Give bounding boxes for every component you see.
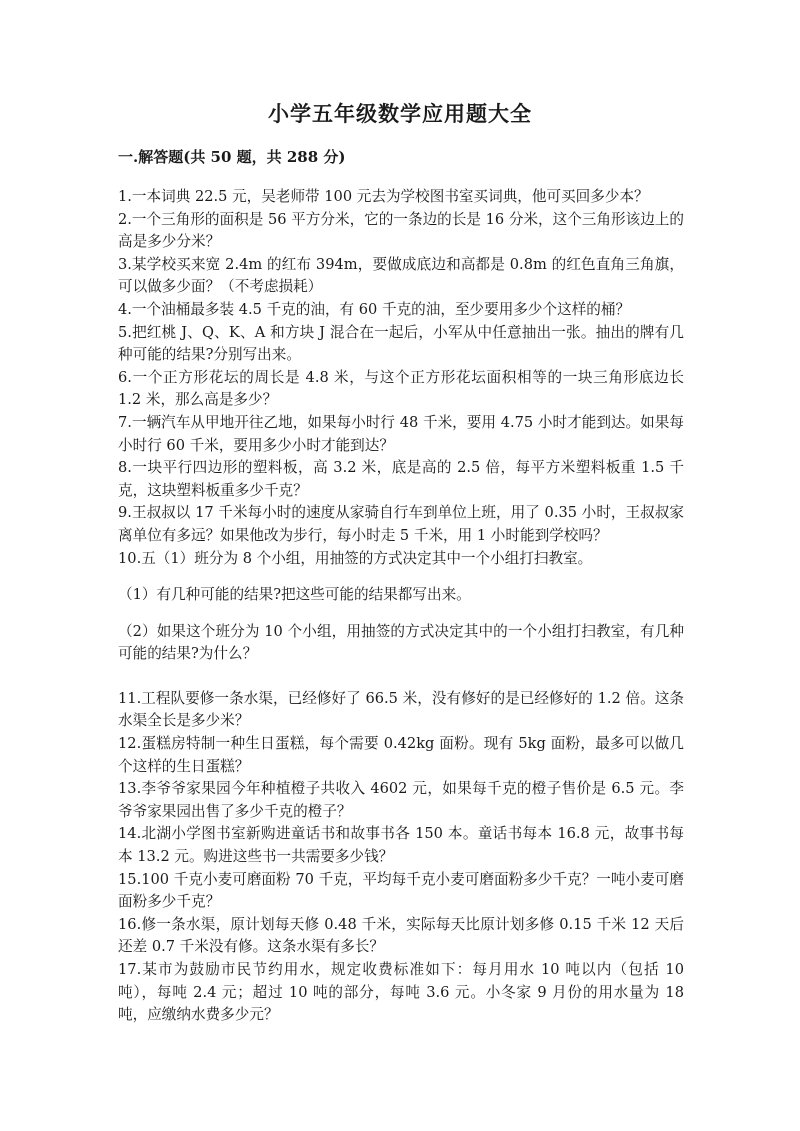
question-1: 1.一本词典 22.5 元，吴老师带 100 元去为学校图书室买词典，他可买回多少本？ bbox=[118, 188, 649, 205]
question-12: 12.蛋糕房特制一种生日蛋糕，每个需要 0.42kg 面粉。现有 5kg 面粉，最多可以做几个这样的生日蛋糕？ bbox=[118, 735, 684, 775]
question-5: 5.把红桃 J、Q、K、A 和方块 J 混合在一起后，小军从中任意抽出一张。抽出的牌有几种可能的结果?分别写出来。 bbox=[118, 323, 684, 364]
question-7: 7.一辆汽车从甲地开往乙地，如果每小时行 48 千米，要用 4.75 小时才能到达。如果每小时行 60 千米，要用多少小时才能到达？ bbox=[118, 413, 684, 454]
question-9: 9.王叔叔以 17 千米每小时的速度从家骑自行车到单位上班，用了 0.35 小时，王叔叔家离单位有多远？如果他改为步行，每小时走 5 千米，用 1 小时能到学校吗？ bbox=[118, 504, 684, 544]
question-16: 16.修一条水渠，原计划每天修 0.48 千米，实际每天比原计划多修 0.15 千米 12 天后还差 0.7 千米没有修。这条水渠有多长？ bbox=[118, 915, 684, 956]
question-list bbox=[118, 186, 684, 1027]
question-3: 3.某学校买来宽 2.4m 的红布 394m，要做成底边和高都是 0.8m 的红色直角三角旗，可以做多少面？（不考虑损耗） bbox=[118, 255, 684, 296]
question-2: 2.一个三角形的面积是 56 平方分米，它的一条边的长是 16 分米，这个三角形该边上的高是多少分米？ bbox=[118, 210, 684, 251]
question-14: 14.北湖小学图书室新购进童话书和故事书各 150 本。童话书每本 16.8 元，故事书每本 13.2 元。购进这些书一共需要多少钱？ bbox=[118, 825, 684, 866]
question-10-part-1: （1）有几种可能的结果?把这些可能的结果都写出来。 bbox=[118, 586, 471, 604]
question-6: 6.一个正方形花坛的周长是 4.8 米，与这个正方形花坛面积相等的一块三角形底边长 1.2 米，那么高是多少？ bbox=[118, 368, 684, 409]
section-heading: 一.解答题(共 50 题，共 288 分) bbox=[118, 148, 346, 166]
question-8: 8.一块平行四边形的塑料板，高 3.2 米，底是高的 2.5 倍，每平方米塑料板重 1.5 千克，这块塑料板重多少千克？ bbox=[118, 459, 684, 499]
question-15: 15.100 千克小麦可磨面粉 70 千克，平均每千克小麦可磨面粉多少千克？一吨小麦可磨面粉多少千克？ bbox=[118, 870, 684, 911]
page-title: 小学五年级数学应用题大全 bbox=[268, 101, 532, 126]
question-10: 10.五（1）班分为 8 个小组，用抽签的方式决定其中一个小组打扫教室。 bbox=[118, 549, 593, 567]
question-17: 17.某市为鼓励市民节约用水，规定收费标准如下：每月用水 10 吨以内（包括 10 吨），每吨 2.4 元；超过 10 吨的部分，每吨 3.6 元。小冬家 9 月份的用水量为 18 吨，应缴纳水费多少元？ bbox=[118, 961, 684, 1024]
question-13: 13.李爷爷家果园今年种植橙子共收入 4602 元，如果每千克的橙子售价是 6.5 元。李爷爷家果园出售了多少千克的橙子？ bbox=[118, 780, 684, 820]
question-4: 4.一个油桶最多装 4.5 千克的油，有 60 千克的油，至少要用多少个这样的桶？ bbox=[118, 300, 631, 318]
question-10-part-2: （2）如果这个班分为 10 个小组，用抽签的方式决定其中的一个小组打扫教室，有几种可能的结果?为什么？ bbox=[118, 622, 684, 663]
question-11: 11.工程队要修一条水渠，已经修好了 66.5 米，没有修好的是已经修好的 1.2 倍。这条水渠全长是多少米？ bbox=[118, 689, 684, 730]
